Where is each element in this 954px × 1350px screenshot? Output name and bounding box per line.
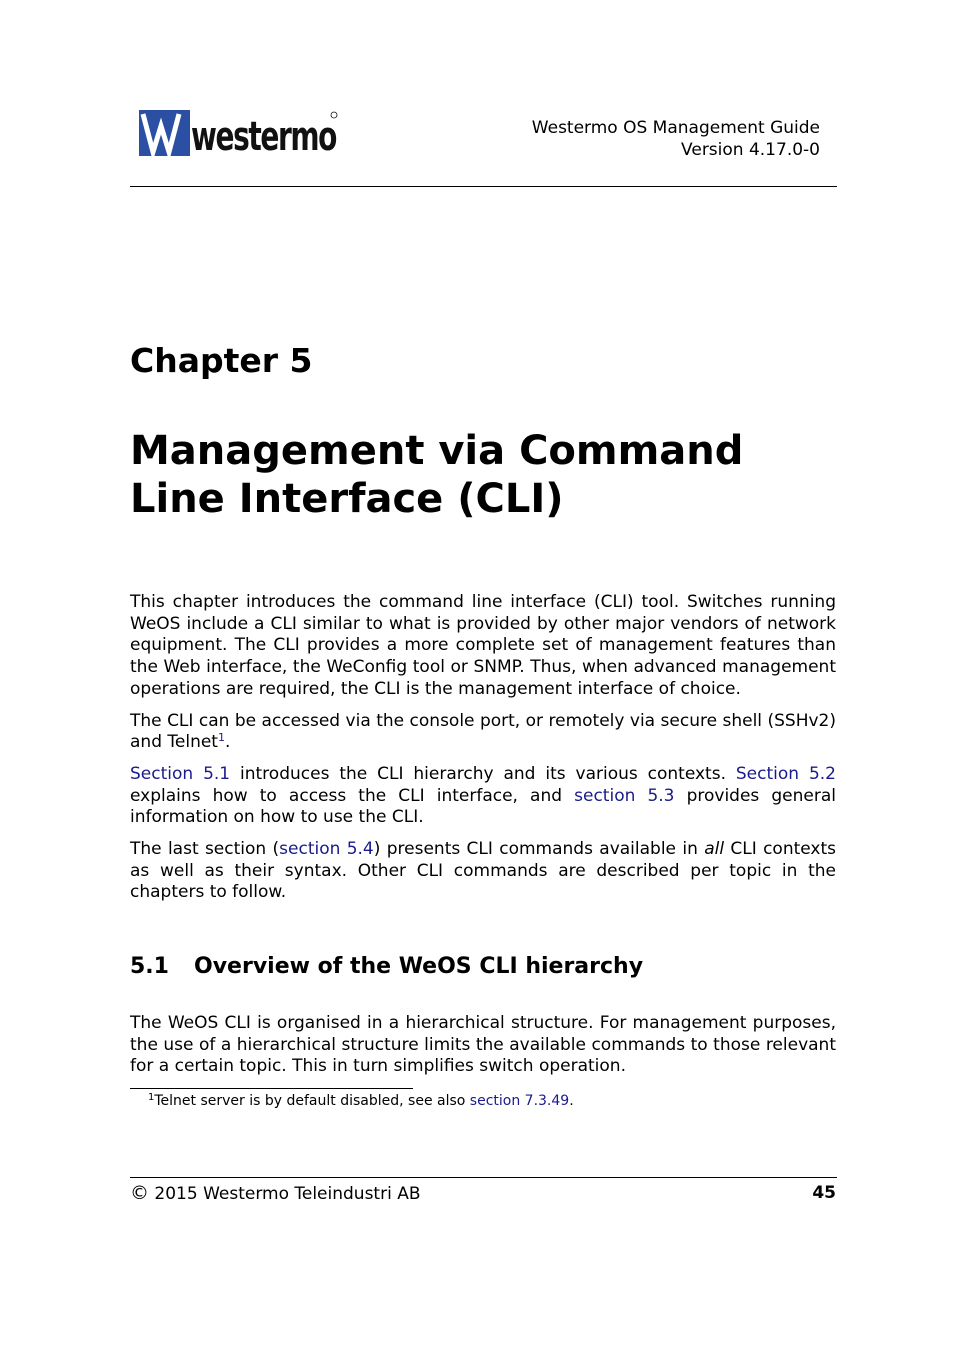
footnote: $^1$Telnet server is by default disabled, see also section 7.3.49. <box>148 1092 574 1109</box>
footnote-rule <box>130 1088 413 1089</box>
section-number: 5.1 <box>130 954 169 979</box>
footer-rule <box>130 1177 837 1178</box>
section-paragraph-1: The WeOS CLI is organised in a hierarchical structure. For management purposes, the use of a hierarchical structure limits the available commands to those relevant for a certain topic. This in turn simplifies switch operation. <box>130 1013 836 1077</box>
intro-paragraph-3: Section 5.1 introduces the CLI hierarchy and its various contexts. Section 5.2 explains how to access the CLI interface, and section 5.3 provides general information on how to use the CLI. <box>130 763 836 828</box>
svg-text:westermo: westermo <box>191 114 337 160</box>
header-rule <box>130 186 837 187</box>
westermo-logo <box>139 110 339 158</box>
guide-title: Westermo OS Management Guide <box>531 118 820 138</box>
page-number: 45 <box>812 1183 836 1203</box>
chapter-label: Chapter 5 <box>130 341 313 380</box>
link-section-5-1[interactable]: Section 5.1 <box>130 763 231 784</box>
westermo-logo-graphic <box>139 110 339 158</box>
chapter-title-line-2: Line Interface (CLI) <box>130 476 564 522</box>
footnote-ref[interactable]: 1 <box>217 731 225 745</box>
link-section-7-3-49[interactable]: section 7.3.49 <box>469 1093 570 1109</box>
section-text <box>130 1013 836 1088</box>
link-section-5-4[interactable]: section 5.4 <box>279 839 374 860</box>
link-section-5-2[interactable]: Section 5.2 <box>735 763 836 784</box>
header-info <box>532 117 820 161</box>
chapter-title-line-1: Management via Command <box>130 428 744 474</box>
section-title: Overview of the WeOS CLI hierarchy <box>194 954 644 979</box>
intro-text <box>130 592 836 914</box>
guide-version: Version 4.17.0-0 <box>681 140 820 160</box>
intro-paragraph-1: This chapter introduces the command line interface (CLI) tool. Switches running WeOS include a CLI similar to what is provided by other major vendors of network equipment. The CLI provides a more complete set of management features than the Web interface, the WeConfig tool or SNMP. Thus, when advanced management operations are required, the CLI is the management interface of choice. <box>130 592 836 699</box>
footer-copyright: © 2015 Westermo Teleindustri AB <box>130 1182 421 1204</box>
section-heading <box>130 953 643 981</box>
intro-paragraph-2: The CLI can be accessed via the console port, or remotely via secure shell (SSHv2) and Telnet$^1$. <box>130 710 836 753</box>
chapter-title <box>130 427 830 523</box>
intro-paragraph-4: The last section (section 5.4) presents CLI commands available in all CLI contexts as well as their syntax. Other CLI commands are described per topic in the chapters to follow. <box>130 839 837 903</box>
copyright-icon: © <box>130 1182 149 1204</box>
footnote-mark: 1 <box>148 1092 155 1103</box>
link-section-5-3[interactable]: section 5.3 <box>574 785 675 806</box>
